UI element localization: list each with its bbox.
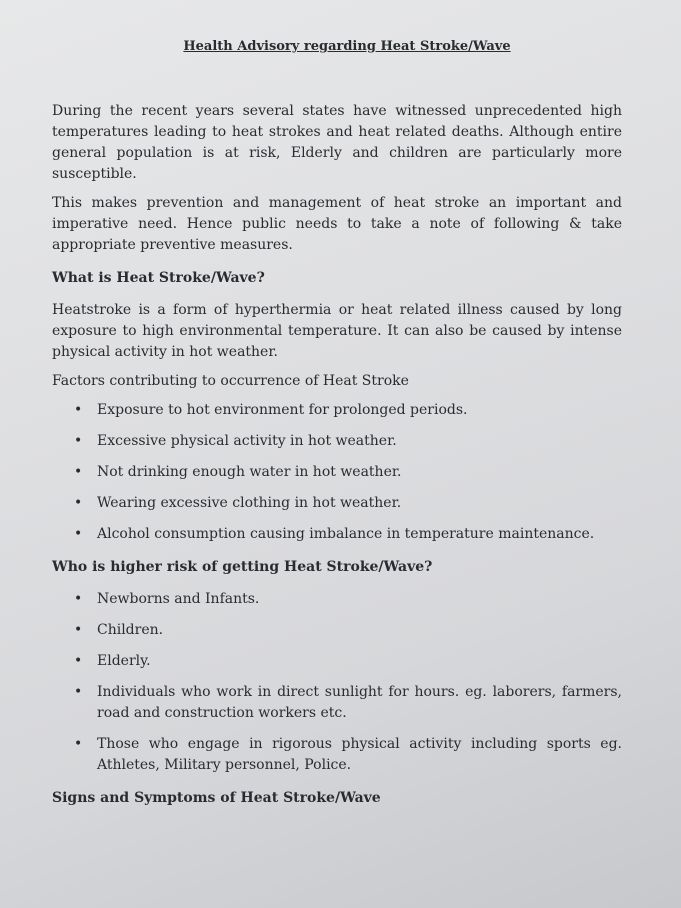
bullet-icon: • <box>74 653 83 669</box>
section-heading-risk: Who is higher risk of getting Heat Stroke/Wave? <box>52 559 433 575</box>
bullet-icon: • <box>74 464 83 480</box>
bullet-icon: • <box>74 526 83 542</box>
list-item-text: Not drinking enough water in hot weather. <box>97 464 402 480</box>
list-item <box>52 431 622 452</box>
section-heading-what: What is Heat Stroke/Wave? <box>52 270 265 286</box>
intro-paragraph: During the recent years several states have witnessed unprecedented high temperatures leading to heat strokes and heat related deaths. Although entire general population is at risk, Elderly and children are particularly more susceptible. <box>52 103 622 182</box>
bullet-icon: • <box>74 495 83 511</box>
list-item <box>52 400 622 421</box>
intro-paragraph: This makes prevention and management of heat stroke an important and imperative need. Hence public needs to take a note of following & take appropriate preventive measures. <box>52 195 622 253</box>
list-item <box>52 524 622 545</box>
section-heading-signs: Signs and Symptoms of Heat Stroke/Wave <box>52 790 381 806</box>
list-item-text: Alcohol consumption causing imbalance in temperature maintenance. <box>97 526 595 542</box>
bullet-icon: • <box>74 684 83 700</box>
bullet-icon: • <box>74 402 83 418</box>
factors-list <box>52 400 622 545</box>
list-item-text: Exposure to hot environment for prolonged periods. <box>97 402 468 418</box>
document-page <box>52 36 622 820</box>
list-item <box>52 620 622 641</box>
list-item-text: Excessive physical activity in hot weather. <box>97 433 397 449</box>
list-item <box>52 462 622 483</box>
bullet-icon: • <box>74 591 83 607</box>
list-item-text: Children. <box>97 622 164 638</box>
list-item-text: Those who engage in rigorous physical activity including sports eg. Athletes, Military personnel, Police. <box>97 736 622 773</box>
bullet-icon: • <box>74 736 83 752</box>
risk-list <box>52 589 622 776</box>
list-item-text: Wearing excessive clothing in hot weather. <box>97 495 402 511</box>
list-item-text: Individuals who work in direct sunlight for hours. eg. laborers, farmers, road and construction workers etc. <box>97 684 622 721</box>
list-item-text: Elderly. <box>97 653 151 669</box>
list-item <box>52 682 622 724</box>
bullet-icon: • <box>74 622 83 638</box>
list-item <box>52 651 622 672</box>
list-item-text: Newborns and Infants. <box>97 591 260 607</box>
list-item <box>52 493 622 514</box>
document-title: Health Advisory regarding Heat Stroke/Wave <box>183 39 511 54</box>
list-item <box>52 734 622 776</box>
definition-paragraph: Heatstroke is a form of hyperthermia or heat related illness caused by long exposure to high environmental temperature. It can also be caused by intense physical activity in hot weather. <box>52 302 622 360</box>
bullet-icon: • <box>74 433 83 449</box>
factors-label: Factors contributing to occurrence of Heat Stroke <box>52 373 409 389</box>
list-item <box>52 589 622 610</box>
